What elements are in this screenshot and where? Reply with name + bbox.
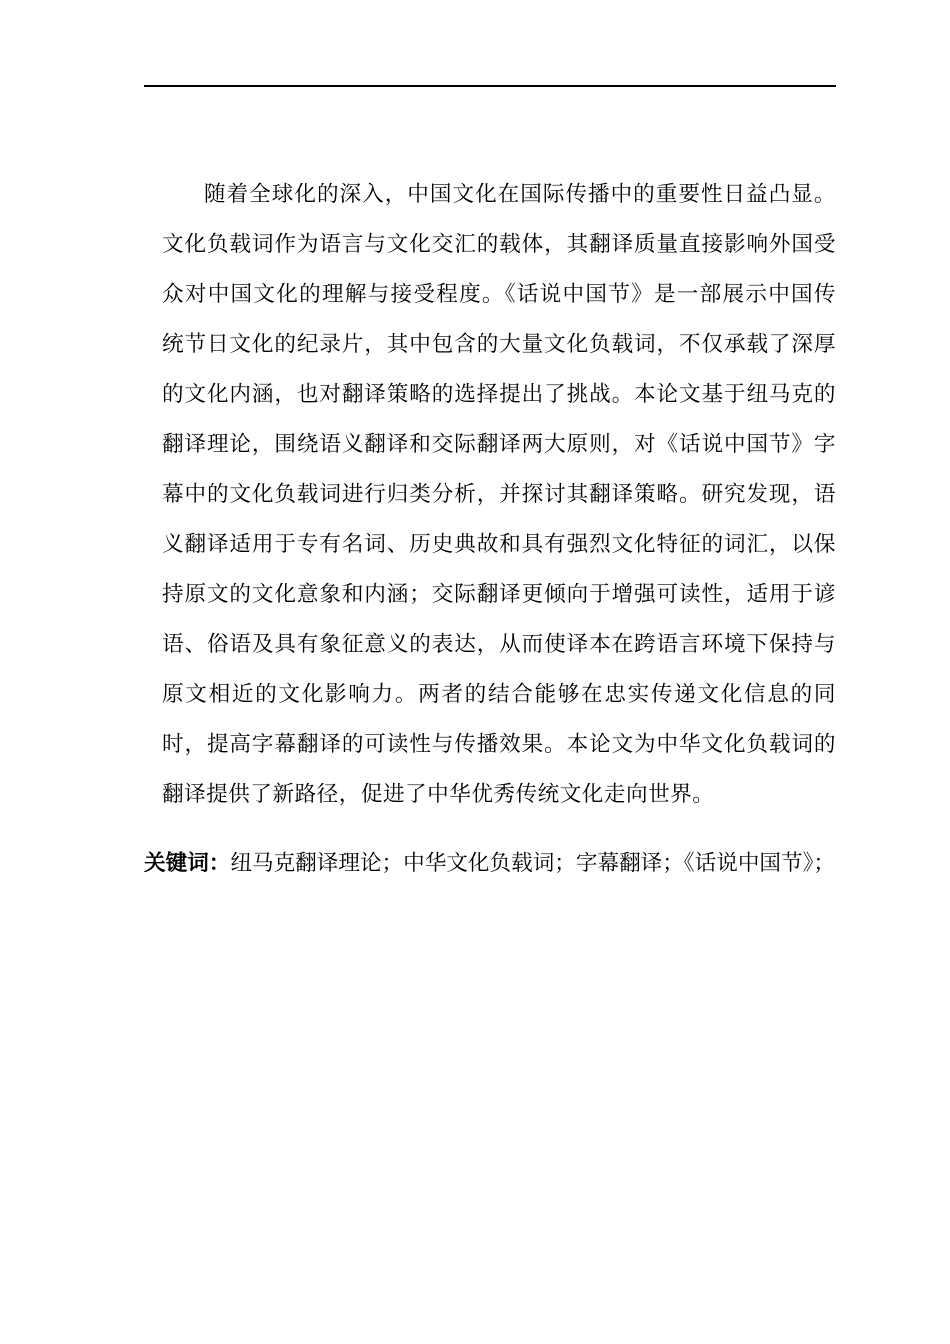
abstract-paragraph: 随着全球化的深入，中国文化在国际传播中的重要性日益凸显。文化负载词作为语言与文化交汇的载体，其翻译质量直接影响外国受众对中国文化的理解与接受程度。《话说中国节》是一部展示中国传统节日文化的纪录片，其中包含的大量文化负载词，不仅承载了深厚的文化内涵，也对翻译策略的选择提出了挑战。本论文基于纽马克的翻译理论，围绕语义翻译和交际翻译两大原则，对《话说中国节》字幕中的文化负载词进行归类分析，并探讨其翻译策略。研究发现，语义翻译适用于专有名词、历史典故和具有强烈文化特征的词汇，以保持原文的文化意象和内涵；交际翻译更倾向于增强可读性，适用于谚语、俗语及具有象征意义的表达，从而使译本在跨语言环境下保持与原文相近的文化影响力。两者的结合能够在忠实传递文化信息的同时，提高字幕翻译的可读性与传播效果。本论文为中华文化负载词的翻译提供了新路径，促进了中华优秀传统文化走向世界。 [162,182,836,807]
keywords-label: 关键词： [144,851,231,876]
keywords-text: 纽马克翻译理论；中华文化负载词；字幕翻译；《话说中国节》； [230,851,836,876]
header-rule [144,85,836,87]
keywords-section [144,846,836,882]
